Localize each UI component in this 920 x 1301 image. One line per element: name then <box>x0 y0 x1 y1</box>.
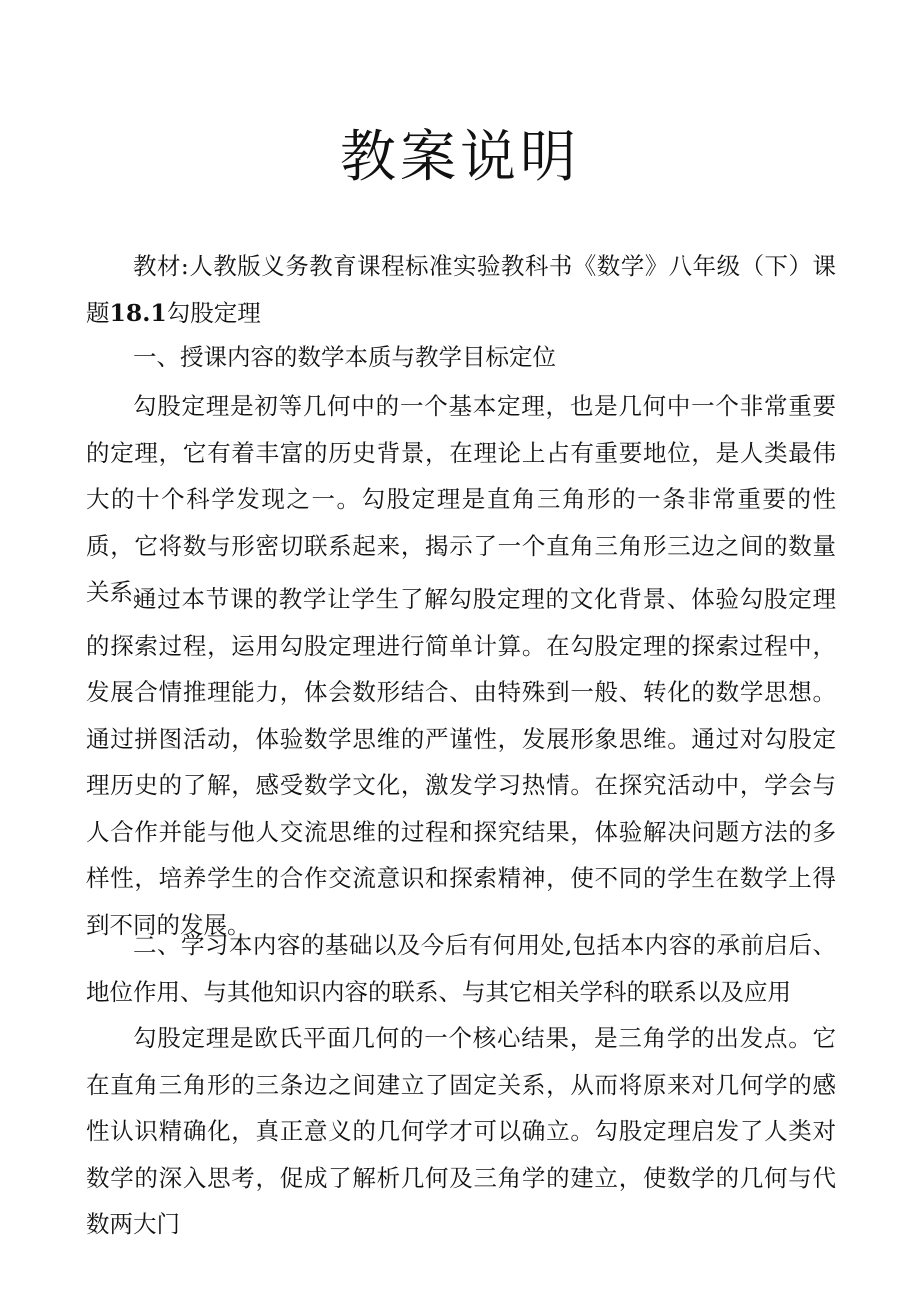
lesson-number: 18.1 <box>109 298 167 327</box>
section2-heading: 二、学习本内容的基础以及今后有何用处,包括本内容的承前启后、地位作用、与其他知识内容的联系、与其它相关学科的联系以及应用 <box>86 931 836 1006</box>
section1-paragraph-1: 勾股定理是初等几何中的一个基本定理，也是几何中一个非常重要的定理，它有着丰富的历史背景，在理论上占有重要地位，是人类最伟大的十个科学发现之一。勾股定理是直角三角形的一条非常重要的性质，它将数与形密切联系起来，揭示了一个直角三角形三边之间的数量关系。 <box>86 392 836 606</box>
section2-paragraph-1: 勾股定理是欧氏平面几何的一个核心结果，是三角学的出发点。它在直角三角形的三条边之间建立了固定关系，从而将原来对几何学的感性认识精确化，真正意义的几何学才可以确立。勾股定理启发了人类对数学的深入思考，促成了解析几何及三角学的建立，使数学的几何与代数两大门 <box>86 1024 836 1238</box>
page-title: 教案说明 <box>340 125 580 190</box>
material-line <box>86 243 836 336</box>
section1-heading: 一、授课内容的数学本质与教学目标定位 <box>133 343 556 371</box>
section1-paragraph-2: 通过本节课的教学让学生了解勾股定理的文化背景、体验勾股定理的探索过程，运用勾股定理进行简单计算。在勾股定理的探索过程中，发展合情推理能力，体会数形结合、由特殊到一般、转化的数学思想。通过拼图活动，体验数学思维的严谨性，发展形象思维。通过对勾股定理历史的了解，感受数学文化，激发学习热情。在探究活动中，学会与人合作并能与他人交流思维的过程和探究结果，体验解决问题方法的多样性，培养学生的合作交流意识和探索精神，使不同的学生在数学上得到不同的发展。 <box>86 585 836 939</box>
material-prefix: 教材:人教版义务教育课程标准实验教科书《数学》八年级（下）课题 <box>86 252 836 327</box>
lesson-name: 勾股定理 <box>166 298 261 327</box>
